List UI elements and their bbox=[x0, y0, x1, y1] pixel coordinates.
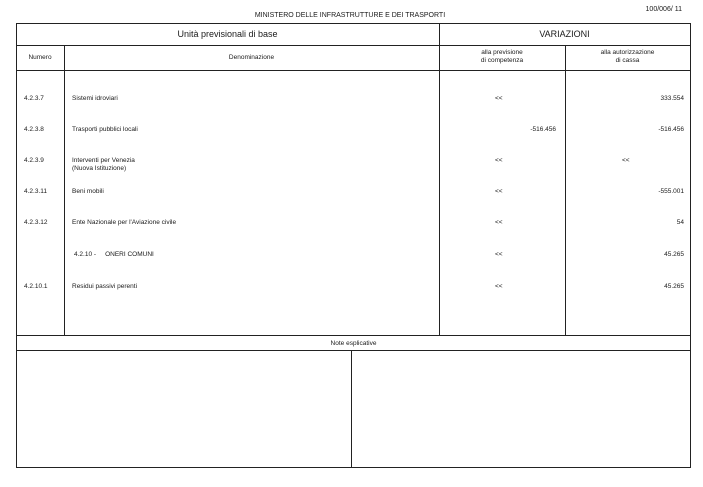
row-previsione: << bbox=[495, 95, 503, 102]
row-numero: 4.2.10.1 bbox=[24, 283, 48, 290]
col-header-previsione-line1: alla previsione bbox=[481, 49, 523, 56]
row-cassa: 54 bbox=[676, 219, 684, 226]
row-denominazione: Interventi per Venezia bbox=[72, 157, 135, 164]
row-denominazione: Trasporti pubblici locali bbox=[72, 126, 138, 133]
col-header-cassa-line2: di cassa bbox=[615, 56, 640, 64]
col-header-numero: Numero bbox=[28, 54, 52, 61]
col-header-denominazione: Denominazione bbox=[228, 54, 275, 61]
row-cassa: << bbox=[622, 157, 630, 164]
row-previsione: << bbox=[495, 188, 503, 195]
notes-title: Note esplicative bbox=[330, 340, 377, 347]
notes-left-box bbox=[17, 351, 351, 467]
row-denominazione: 4.2.10 - ONERI COMUNI bbox=[74, 251, 154, 258]
row-cassa: -555.001 bbox=[658, 188, 684, 195]
row-numero: 4.2.3.8 bbox=[24, 126, 44, 133]
row-cassa: -516.456 bbox=[658, 126, 684, 133]
row-denominazione-note: (Nuova Istituzione) bbox=[72, 165, 127, 172]
col-header-cassa bbox=[565, 49, 690, 64]
row-numero: 4.2.3.12 bbox=[24, 219, 48, 226]
row-denominazione: Residui passivi perenti bbox=[72, 283, 138, 290]
row-previsione: << bbox=[495, 219, 503, 226]
row-denominazione: Sistemi idroviari bbox=[72, 95, 118, 102]
ministry-title: MINISTERO DELLE INFRASTRUTTURE E DEI TRASPORTI bbox=[254, 12, 446, 19]
row-previsione: << bbox=[495, 157, 503, 164]
row-denominazione: Ente Nazionale per l'Aviazione civile bbox=[72, 219, 177, 226]
group-header-variazioni: VARIAZIONI bbox=[539, 29, 590, 39]
row-previsione: << bbox=[495, 283, 503, 290]
row-cassa: 333.554 bbox=[660, 95, 684, 102]
notes-right-box bbox=[352, 351, 690, 467]
row-cassa: 45.265 bbox=[664, 283, 684, 290]
col-header-previsione bbox=[439, 49, 565, 64]
col-header-cassa-line1: alla autorizzazione bbox=[600, 49, 655, 56]
row-cassa: 45.265 bbox=[664, 251, 684, 258]
row-previsione: << bbox=[495, 251, 503, 258]
row-numero: 4.2.3.11 bbox=[24, 188, 48, 195]
row-numero: 4.2.3.9 bbox=[24, 157, 44, 164]
page-reference: 100/006/ 11 bbox=[645, 6, 682, 13]
col-header-previsione-line2: di competenza bbox=[480, 56, 524, 64]
row-denominazione: Beni mobili bbox=[72, 188, 104, 195]
row-numero: 4.2.3.7 bbox=[24, 95, 44, 102]
group-header-upb: Unità previsionali di base bbox=[177, 29, 278, 39]
row-previsione: -516.456 bbox=[530, 126, 556, 133]
